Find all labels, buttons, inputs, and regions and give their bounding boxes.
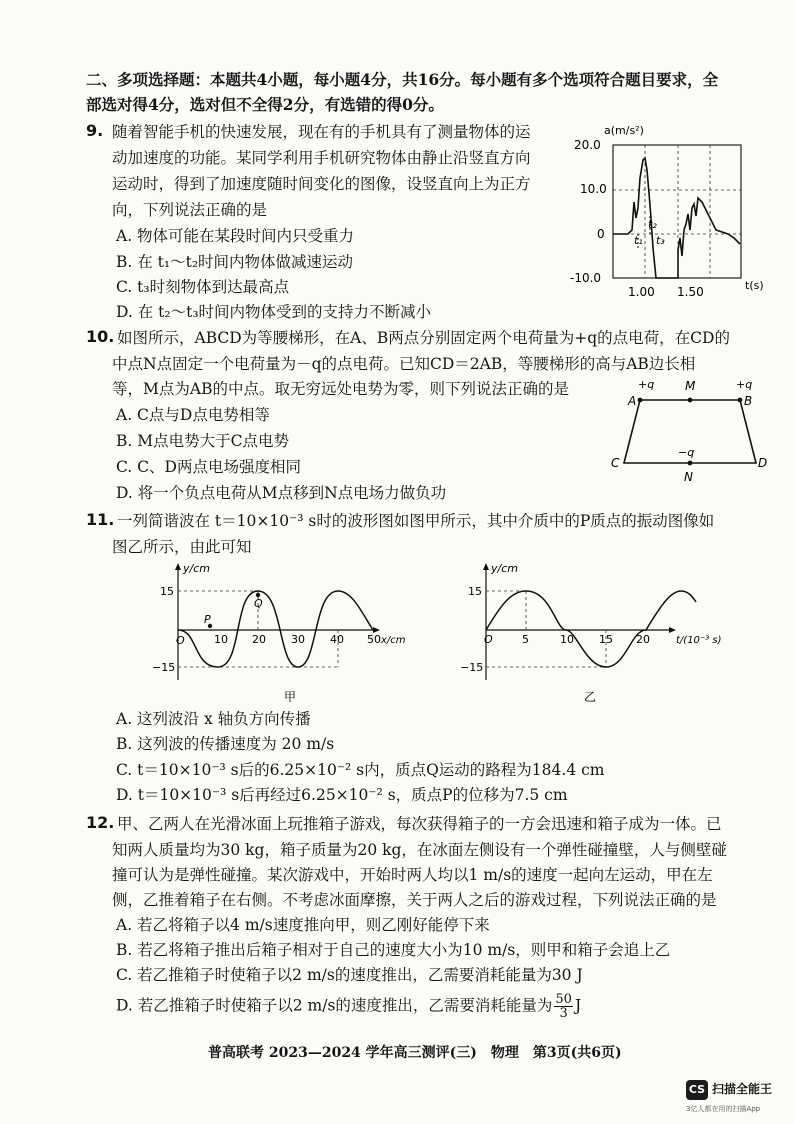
q12-option-d-text: D. 若乙推箱子时使箱子以2 m/s的速度推出，乙需要消耗能量为 bbox=[116, 996, 553, 1015]
q11-line: 图乙所示，由此可知 bbox=[112, 538, 252, 556]
xtick-label: 5 bbox=[522, 633, 529, 646]
xtick-label: 1.00 bbox=[628, 285, 655, 299]
q10-line: 等，M点为AB的中点。取无穷远处电势为零，则下列说法正确的是 bbox=[112, 380, 569, 398]
q12-number: 12. bbox=[86, 813, 115, 832]
fraction-numerator: 50 bbox=[555, 992, 572, 1007]
ytick-label: 0 bbox=[597, 227, 605, 241]
q11-option-c: C. t＝10×10⁻³ s后的6.25×10⁻² s内，质点Q运动的路程为184.4 cm bbox=[116, 761, 605, 779]
q11-option-d: D. t＝10×10⁻³ s后再经过6.25×10⁻² s，质点P的位移为7.5 cm bbox=[116, 786, 568, 804]
origin-label: O bbox=[484, 633, 493, 646]
q9-line: 向，下列说法正确的是 bbox=[112, 201, 268, 219]
t1-marker: t₁ bbox=[634, 234, 643, 247]
vibration-graph-yi bbox=[456, 560, 746, 705]
vibration-curve bbox=[486, 591, 696, 667]
fraction bbox=[554, 993, 573, 1020]
xtick-label: 20 bbox=[636, 633, 650, 646]
q12-option-d bbox=[116, 993, 581, 1020]
graph-xlabel: t(s) bbox=[745, 279, 764, 292]
wave-curve bbox=[178, 591, 373, 667]
point-n-label: N bbox=[684, 470, 693, 484]
q10-option-a: A. C点与D点电势相等 bbox=[116, 406, 270, 424]
q12-line: 撞可认为是弹性碰撞。某次游戏中，开始时两人均以1 m/s的速度一起向左运动，甲在左 bbox=[112, 866, 713, 884]
acceleration-time-graph bbox=[570, 118, 775, 308]
charge-label-b: +q bbox=[736, 378, 753, 391]
graph-xlabel: t/(10⁻³ s) bbox=[676, 635, 722, 646]
graph-caption: 甲 bbox=[284, 690, 297, 704]
xtick-label: 10 bbox=[214, 633, 228, 646]
ytick-label: -10.0 bbox=[570, 271, 602, 285]
xtick-label: 50 bbox=[367, 633, 381, 646]
xtick-label: 30 bbox=[291, 633, 305, 646]
q9-option-b: B. 在 t₁～t₂时间内物体做减速运动 bbox=[116, 253, 354, 271]
q9-option-c: C. t₃时刻物体到达最高点 bbox=[116, 278, 290, 296]
xtick-label: 1.50 bbox=[677, 285, 704, 299]
charge-label-n: −q bbox=[678, 446, 695, 459]
q9-line: 运动时，得到了加速度随时间变化的图像，设竖直向上为正方 bbox=[112, 175, 531, 193]
q10-line: 如图所示，ABCD为等腰梯形，在A、B两点分别固定两个电荷量为+q的点电荷，在CD的 bbox=[117, 329, 730, 347]
scanner-tagline: 3亿人都在用的扫描App bbox=[686, 1105, 761, 1113]
xtick-label: 15 bbox=[599, 633, 613, 646]
fraction-denominator: 3 bbox=[559, 1006, 568, 1021]
point-d-label: D bbox=[758, 456, 768, 470]
point-c-label: C bbox=[611, 456, 620, 470]
q9-line: 随着智能手机的快速发展，现在有的手机具有了测量物体的运 bbox=[112, 123, 531, 141]
q10-line: 中点N点固定一个电荷量为－q的点电荷。已知CD＝2AB，等腰梯形的高与AB边长相 bbox=[112, 355, 696, 373]
graph-caption: 乙 bbox=[584, 690, 597, 704]
waveform-graph-jia bbox=[148, 560, 406, 705]
graph-xlabel: x/cm bbox=[381, 635, 406, 646]
q9-line: 动加速度的功能。某同学利用手机研究物体由静止沿竖直方向 bbox=[112, 149, 531, 167]
ytick-label: −15 bbox=[152, 661, 176, 674]
scanner-logo-icon: CS bbox=[686, 1080, 708, 1100]
section-heading-line1: 二、多项选择题：本题共4小题，每小题4分，共16分。每小题有多个选项符合题目要求，全 bbox=[86, 70, 719, 89]
q12-option-a: A. 若乙将箱子以4 m/s速度推向甲，则乙刚好能停下来 bbox=[116, 916, 490, 934]
point-p-label: P bbox=[204, 613, 211, 626]
point-q-label: Q bbox=[254, 597, 263, 610]
q11-line: 一列简谐波在 t＝10×10⁻³ s时的波形图如图甲所示，其中介质中的P质点的振动图像如 bbox=[117, 512, 715, 530]
q12-line: 侧，乙推着箱子在右侧。不考虑冰面摩擦，关于两人之后的游戏过程，下列说法正确的是 bbox=[112, 891, 717, 909]
point-b-label: B bbox=[744, 394, 753, 408]
graph-ylabel: y/cm bbox=[491, 562, 518, 575]
ytick-label: −15 bbox=[460, 661, 484, 674]
charge-label-a: +q bbox=[638, 378, 655, 391]
q11-option-a: A. 这列波沿 x 轴负方向传播 bbox=[116, 710, 311, 728]
acceleration-curve bbox=[613, 158, 740, 278]
point-m-label: M bbox=[685, 379, 696, 393]
q10-option-c: C. C、D两点电场强度相同 bbox=[116, 458, 301, 476]
origin-label: O bbox=[176, 634, 185, 647]
point-a-label: A bbox=[628, 394, 637, 408]
q9-number: 9. bbox=[86, 121, 104, 140]
page-footer: 普高联考 2023—2024 学年高三测评(三) 物理 第3页(共6页) bbox=[208, 1045, 622, 1061]
q12-line: 甲、乙两人在光滑冰面上玩推箱子游戏，每次获得箱子的一方会迅速和箱子成为一体。已 bbox=[117, 815, 722, 833]
t2-marker: t₂ bbox=[648, 218, 657, 231]
xtick-label: 20 bbox=[252, 633, 266, 646]
scanner-app-name: 扫描全能王 bbox=[712, 1082, 773, 1096]
graph-ylabel: y/cm bbox=[183, 562, 210, 575]
q11-option-b: B. 这列波的传播速度为 20 m/s bbox=[116, 735, 335, 753]
q10-number: 10. bbox=[86, 327, 115, 346]
xtick-label: 40 bbox=[330, 633, 344, 646]
ytick-label: 15 bbox=[160, 585, 174, 598]
q12-option-b: B. 若乙将箱子推出后箱子相对于自己的速度大小为10 m/s，则甲和箱子会追上乙 bbox=[116, 941, 671, 959]
q12-option-d-unit: J bbox=[574, 996, 582, 1015]
q12-line: 知两人质量均为30 kg，箱子质量为20 kg，在冰面左侧设有一个弹性碰撞壁，人与侧壁碰 bbox=[112, 841, 727, 859]
section-heading-line2: 部选对得4分，选对但不全得2分，有选错的得0分。 bbox=[86, 95, 444, 114]
xtick-label: 10 bbox=[560, 633, 574, 646]
q10-option-b: B. M点电势大于C点电势 bbox=[116, 432, 289, 450]
q12-option-c: C. 若乙推箱子时使箱子以2 m/s的速度推出，乙需要消耗能量为30 J bbox=[116, 966, 583, 984]
ytick-label: 20.0 bbox=[574, 138, 601, 152]
q9-option-a: A. 物体可能在某段时间内只受重力 bbox=[116, 227, 355, 245]
q9-option-d: D. 在 t₂～t₃时间内物体受到的支持力不断减小 bbox=[116, 303, 432, 321]
q11-number: 11. bbox=[86, 510, 115, 529]
ytick-label: 15 bbox=[468, 585, 482, 598]
graph-ylabel: a(m/s²) bbox=[604, 124, 644, 137]
ytick-label: 10.0 bbox=[580, 182, 607, 196]
trapezoid-figure bbox=[608, 374, 768, 486]
t3-marker: t₃ bbox=[656, 234, 665, 247]
q10-option-d: D. 将一个负点电荷从M点移到N点电场力做负功 bbox=[116, 484, 447, 502]
